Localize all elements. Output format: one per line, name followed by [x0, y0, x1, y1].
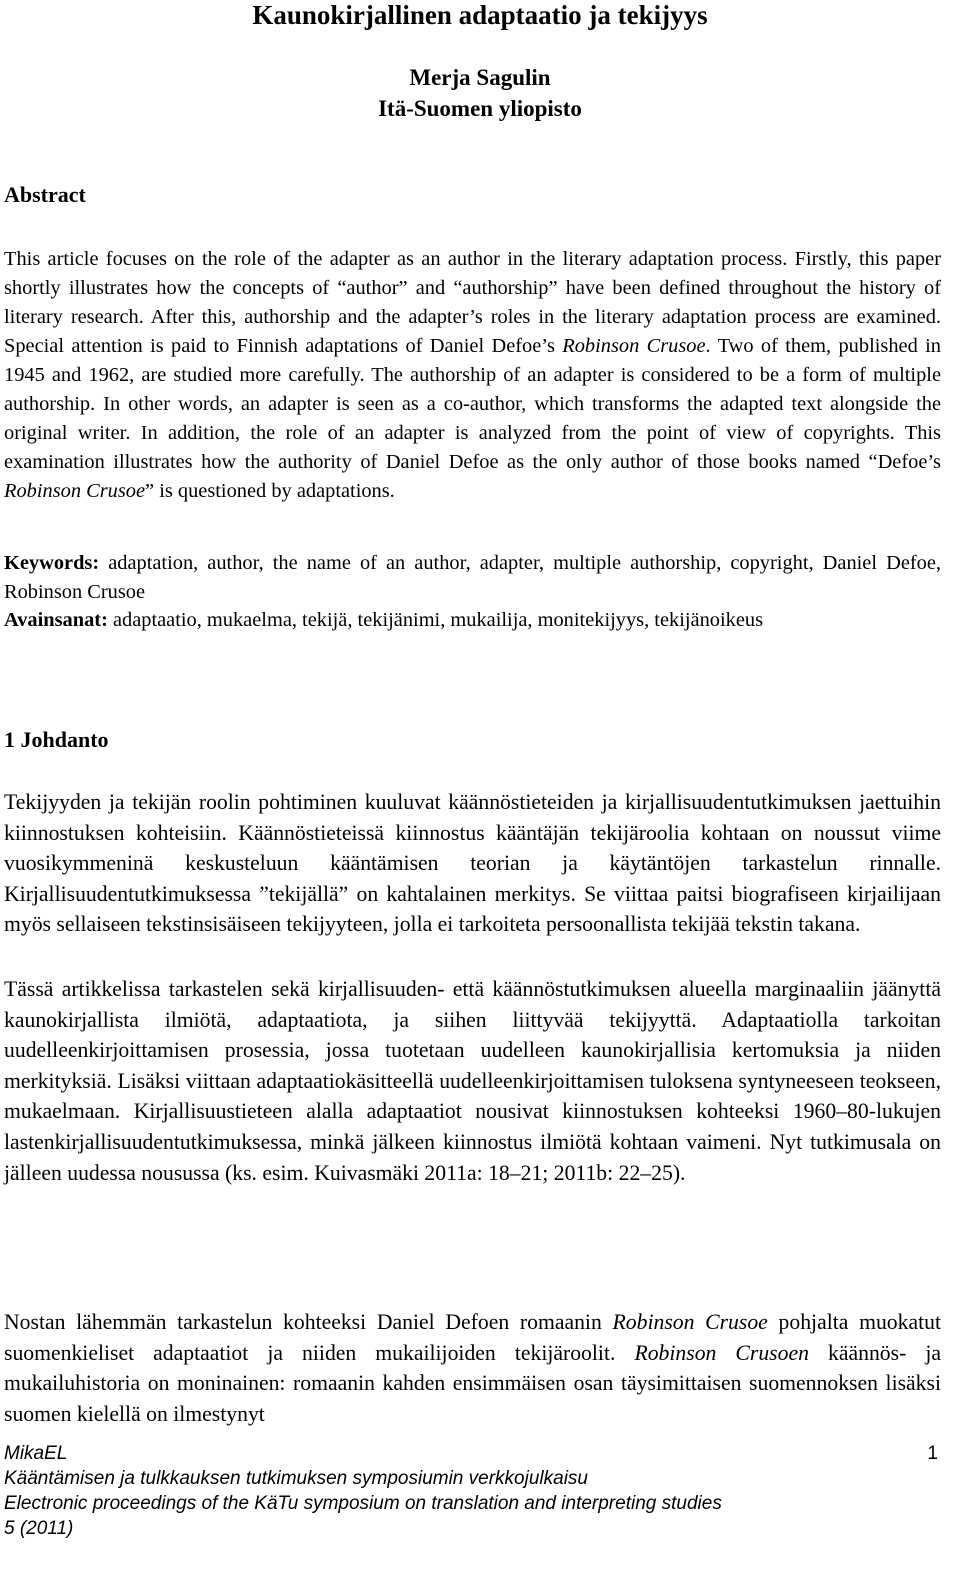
footer-line-english: Electronic proceedings of the KäTu symposium on translation and interpreting studies: [4, 1493, 722, 1514]
abstract-text: This article focuses on the role of the adapter as an author in the literary adaptation process. Firstly, this paper shortly illustrates how the concepts of “author” and “authorship” have been defined throughout the history of literary research. After this, authorship and the adapter’s roles in the literary adaptation process are examined. Special attention is paid to Finnish adaptations of Daniel Defoe’s: [4, 248, 941, 357]
abstract-title-ref: Robinson Crusoe: [562, 335, 706, 357]
body-paragraph-2: Tässä artikkelissa tarkastelen sekä kirjallisuuden- että käännöstutkimuksen alueella marginaaliin jäänyttä kaunokirjallista ilmiötä, adaptaatiota, ja siihen liittyvää tekijyyttä. Adaptaatiolla tarkoitan uudelleenkirjoittamisen prosessia, jossa tuotetaan uudelleen kaunokirjallisia kertomuksia ja niiden merkityksiä. Lisäksi viittaan adaptaatiokäsitteellä uudelleenkirjoittamisen tuloksena syntyneeseen teokseen, mukaelmaan. Kirjallisuustieteen alalla adaptaatiot nousivat kiinnostuksen kohteeksi 1960–80-lukujen lastenkirjallisuudentutkimuksessa, minkä jälkeen kiinnostus ilmiötä kohtaan vaimeni. Nyt tutkimusala on jälleen uudessa nousussa (ks. esim. Kuivasmäki 2011a: 18–21; 2011b: 22–25).: [4, 977, 941, 1185]
keywords-finnish: [4, 606, 941, 635]
journal-name: MikaEL: [4, 1443, 68, 1464]
avainsanat-label: Avainsanat:: [4, 609, 108, 631]
abstract-title-ref: Robinson Crusoe: [4, 480, 146, 502]
paragraph-text: Nostan lähemmän tarkastelun kohteeksi Daniel Defoen romaanin: [4, 1310, 613, 1334]
abstract-heading: Abstract: [4, 182, 86, 207]
author-name: Merja Sagulin: [409, 65, 551, 90]
keywords-text: adaptation, author, the name of an author, adapter, multiple authorship, copyright, Daniel Defoe, Robinson Crusoe: [4, 552, 941, 603]
page-number: 1: [927, 1443, 938, 1464]
abstract-text: ” is questioned by adaptations.: [145, 480, 395, 502]
paragraph-text: käännös- ja mukailuhistoria on moninainen: romaanin kahden ensimmäisen osan täysimittaisen suomennoksen lisäksi suomen kielellä on ilmestynyt: [4, 1340, 941, 1426]
section-heading: 1 Johdanto: [4, 727, 109, 752]
body-paragraph-1: Tekijyyden ja tekijän roolin pohtiminen kuuluvat käännöstieteiden ja kirjallisuudentutkimuksen jaettuihin kiinnostuksen kohteisiin. Käännöstieteissä kiinnostus kääntäjän tekijäroolia kohtaan on noussut viime vuosikymmeninä keskusteluun kääntämisen teorian ja käytäntöjen tarkastelun rinnalle. Kirjallisuudentutkimuksessa ”tekijällä” on kahtalainen merkitys. Se viittaa paitsi biografiseen kirjailijaan myös sellaiseen tekstinsisäiseen tekijyyteen, jolla ei tarkoiteta persoonallista tekijää tekstin takana.: [4, 790, 941, 937]
footer-volume: 5 (2011): [4, 1518, 74, 1539]
paper-title: Kaunokirjallinen adaptaatio ja tekijyys: [252, 0, 708, 30]
novel-title: Robinson Crusoe: [612, 1310, 768, 1334]
abstract-text: . Two of them, published in 1945 and 1962, are studied more carefully. The authorship of an adapter is considered to be a form of multiple authorship. In other words, an adapter is seen as a co-author, which transforms the adapted text alongside the original writer. In addition, the role of an adapter is analyzed from the point of view of copyrights. This examination illustrates how the authority of Daniel Defoe as the only author of those books named “Defoe’s: [4, 335, 941, 473]
author-affiliation: Itä-Suomen yliopisto: [378, 96, 582, 121]
keywords-english: [4, 549, 941, 607]
footer-journal-row: [4, 1441, 944, 1466]
footer-line-finnish: Kääntämisen ja tulkkauksen tutkimuksen symposiumin verkkojulkaisu: [4, 1468, 588, 1489]
body-paragraph-3: [4, 1307, 941, 1429]
paragraph-text: pohjalta muokatut suomenkieliset adaptaatiot ja niiden mukailijoiden tekijäroolit.: [4, 1310, 942, 1365]
author-block: [0, 62, 960, 124]
abstract-body: [4, 245, 941, 506]
page-footer: [4, 1441, 944, 1541]
novel-title: Robinson Crusoen: [634, 1340, 809, 1365]
avainsanat-text: adaptaatio, mukaelma, tekijä, tekijänimi, mukailija, monitekijyys, tekijänoikeus: [107, 609, 764, 631]
keywords-label: Keywords:: [4, 552, 100, 574]
